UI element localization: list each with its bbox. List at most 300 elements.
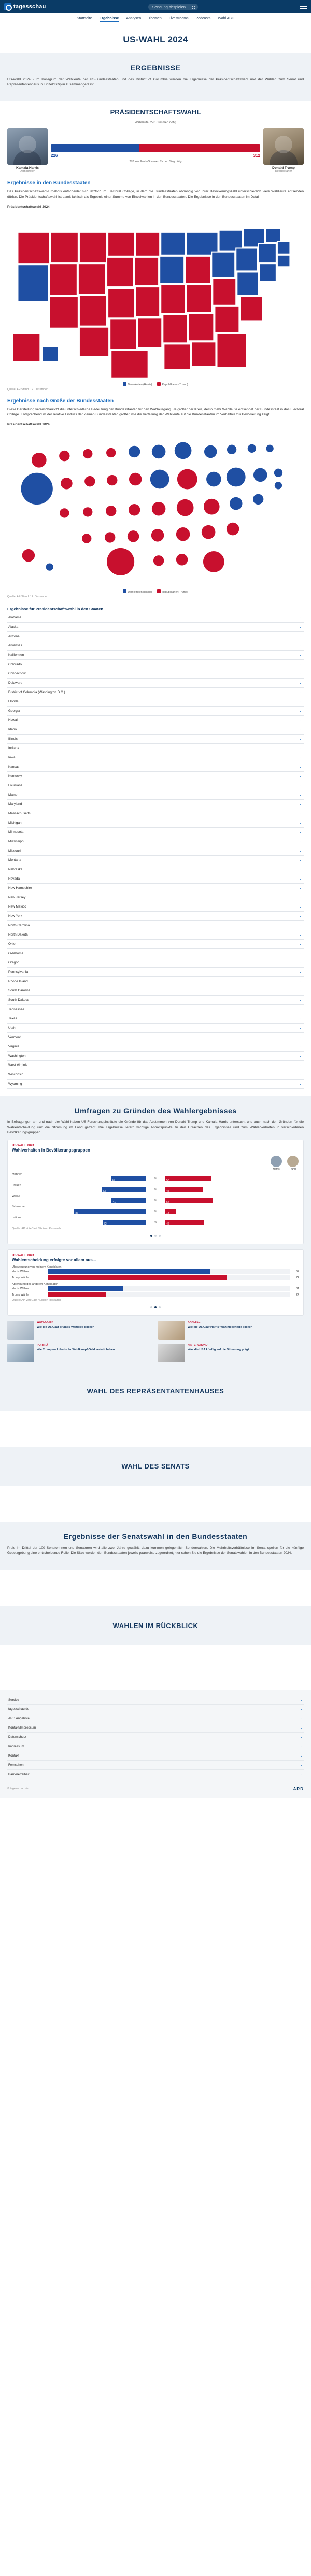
house-spacer (0, 1411, 311, 1447)
chevron-down-icon: ⌄ (299, 998, 302, 1002)
state-accordion-item[interactable] (7, 846, 304, 856)
chevron-down-icon: ⌄ (299, 653, 302, 657)
state-accordion-item[interactable] (7, 744, 304, 753)
state-name: Kansas (8, 765, 20, 769)
nav-item-startseite[interactable]: Startseite (77, 17, 92, 20)
senate-band (0, 1447, 311, 1486)
state-accordion-item[interactable] (7, 902, 304, 912)
state-accordion-item[interactable] (7, 1070, 304, 1080)
electoral-numbers (51, 153, 260, 158)
footer-link-label: Datenschutz (8, 1735, 26, 1739)
state-accordion-item[interactable] (7, 697, 304, 707)
chart-axis-label: % (154, 1220, 157, 1224)
footer-link-label: Kontakt (8, 1753, 19, 1758)
bubble-map-legend (7, 589, 304, 594)
chevron-down-icon: ⌄ (299, 812, 302, 815)
main-nav (0, 13, 311, 25)
state-name: Massachusetts (8, 811, 31, 815)
chart-bar-row (12, 1176, 299, 1181)
surveys-title: Umfragen zu Gründen des Wahlergebnisses (74, 1106, 237, 1115)
chevron-down-icon: ⌄ (299, 1082, 302, 1086)
chevron-down-icon: ⌄ (299, 970, 302, 974)
state-name: Arkansas (8, 643, 22, 647)
chevron-down-icon: ⌄ (299, 896, 302, 899)
chevron-down-icon: ⌄ (299, 700, 302, 703)
states-section-title: Ergebnisse in den Bundesstaaten (7, 180, 91, 186)
footer-bottom (0, 1782, 311, 1798)
chart-axis-label: % (154, 1199, 157, 1202)
chevron-down-icon: ⌄ (300, 1744, 303, 1748)
electoral-bar (51, 144, 260, 152)
chevron-down-icon: ⌄ (299, 914, 302, 918)
trump-bar: 57 (165, 1198, 213, 1203)
trump-bar: 13 (165, 1209, 176, 1214)
page-title: US-WAHL 2024 (123, 35, 188, 45)
chevron-down-icon: ⌄ (299, 746, 302, 750)
state-name: Utah (8, 1026, 16, 1030)
state-accordion-item[interactable] (7, 716, 304, 725)
presidential-subhead: Wahlleute: 270 Stimmen nötig (135, 121, 176, 125)
chevron-down-icon: ⌄ (300, 1763, 303, 1767)
chart-pagination[interactable] (12, 1232, 299, 1239)
map-caption: Quelle: AP/Stand: 12. Dezember (7, 387, 48, 391)
surveys-text: In Befragungen am und nach der Wahl haben US-Forschungsinstitute die Gründe für das Abstimmen von Donald Trump und Kamala Harris untersucht und auch nach den Gründen für die Wahlentscheidung und die Stimmung im Land gefragt. Die Ergebnisse liefern wichtige Anhaltspunkte zu den Ursachen des Ergebnisses und zum Wählerverhalten in verschiedenen Bevölkerungsgruppen. (7, 1120, 304, 1135)
state-name: Louisiana (8, 783, 23, 787)
nav-item-wahl-abc[interactable]: Wahl ABC (218, 17, 234, 20)
electoral-bar-area (51, 128, 260, 163)
candidate-party: Republikaner (275, 170, 292, 174)
chevron-down-icon: ⌄ (299, 793, 302, 797)
chart-bar-fill (48, 1275, 227, 1280)
chevron-down-icon: ⌄ (300, 1725, 303, 1730)
state-accordion-item[interactable] (7, 818, 304, 828)
chevron-down-icon: ⌄ (299, 1045, 302, 1048)
electoral-bar-rep (139, 144, 260, 152)
chart-bar-row (12, 1187, 299, 1192)
chart-bar-fill (48, 1286, 123, 1291)
harris-bar: 42 (111, 1176, 146, 1181)
footer-link[interactable] (7, 1751, 304, 1761)
footer-link[interactable] (7, 1742, 304, 1751)
chart-card-vote-reason (7, 1249, 304, 1316)
chevron-down-icon: ⌄ (299, 849, 302, 853)
chart-bar-value: 74 (296, 1276, 299, 1279)
state-name: Tennessee (8, 1007, 24, 1011)
chevron-down-icon: ⌄ (299, 989, 302, 992)
chevron-down-icon: ⌄ (299, 1063, 302, 1067)
state-accordion-item[interactable] (7, 874, 304, 884)
trump-avatar (287, 1156, 299, 1167)
state-name: Maine (8, 793, 18, 797)
nav-item-livestreams[interactable]: Livestreams (168, 17, 189, 20)
legend-dem: Demokraten (Harris) (123, 382, 152, 386)
trump-bar: 46 (165, 1220, 204, 1225)
state-name: Oklahoma (8, 951, 24, 955)
state-name: Kalifornien (8, 653, 24, 657)
state-accordion-item[interactable] (7, 1024, 304, 1033)
chart-bar-row (12, 1220, 299, 1225)
state-name: Texas (8, 1016, 17, 1020)
candidate-party: Demokraten (20, 170, 35, 174)
chevron-down-icon: ⌄ (300, 1772, 303, 1776)
harris-bar: 53 (102, 1187, 146, 1192)
state-name: New Mexico (8, 904, 26, 909)
footer-link[interactable] (7, 1770, 304, 1779)
chevron-down-icon: ⌄ (299, 961, 302, 965)
chevron-down-icon: ⌄ (299, 886, 302, 890)
state-accordion-item[interactable] (7, 865, 304, 874)
chevron-down-icon: ⌄ (299, 774, 302, 778)
state-accordion-item[interactable] (7, 1042, 304, 1052)
chevron-down-icon: ⌄ (299, 625, 302, 629)
candidate-row (7, 128, 304, 173)
state-name: Delaware (8, 681, 22, 685)
state-name: West Virginia (8, 1063, 28, 1067)
chevron-down-icon: ⌄ (299, 718, 302, 722)
state-name: North Carolina (8, 923, 30, 927)
candidate-harris (7, 128, 48, 173)
chart-bar-value: 24 (296, 1293, 299, 1297)
footer-link[interactable] (7, 1714, 304, 1723)
chart-group (12, 1195, 299, 1203)
bottom-spacer (0, 1645, 311, 1681)
state-accordion-item[interactable] (7, 1005, 304, 1014)
chevron-down-icon: ⌄ (300, 1753, 303, 1758)
top-bar (0, 0, 311, 13)
state-accordion-item[interactable] (7, 623, 304, 632)
state-name: Georgia (8, 709, 20, 713)
footer-link-label: Fernsehen (8, 1763, 24, 1767)
state-accordion-item[interactable] (7, 837, 304, 846)
chart-bar-row (12, 1275, 299, 1280)
state-accordion-item[interactable] (7, 940, 304, 949)
chart-group (12, 1205, 299, 1214)
chevron-down-icon: ⌄ (299, 784, 302, 787)
teaser-headline: Wie Trump und Harris ihr Wahlkampf-Geld verteilt haben (37, 1348, 115, 1351)
state-accordion-item[interactable] (7, 958, 304, 968)
presidential-section (0, 108, 311, 1088)
state-accordion (7, 613, 304, 1089)
state-accordion-item[interactable] (7, 930, 304, 940)
trump-bar: 55 (165, 1176, 211, 1181)
teaser-grid (7, 1321, 304, 1362)
search-input[interactable]: Sendung abspielen (148, 4, 198, 10)
state-name: Alaska (8, 625, 19, 629)
footer-link[interactable] (7, 1733, 304, 1742)
chart-bar-track (48, 1269, 290, 1274)
state-accordion-item[interactable] (7, 707, 304, 716)
electoral-bar-dem (51, 144, 139, 152)
state-name: Oregon (8, 960, 20, 965)
teaser-thumbnail (7, 1344, 34, 1362)
chevron-down-icon: ⌄ (299, 690, 302, 694)
chevron-down-icon: ⌄ (299, 830, 302, 834)
state-accordion-item[interactable] (7, 735, 304, 744)
chevron-down-icon: ⌄ (299, 681, 302, 685)
teaser-kicker: HINTERGRUND (188, 1344, 208, 1347)
state-accordion-item[interactable] (7, 884, 304, 893)
chevron-down-icon: ⌄ (299, 802, 302, 806)
legend-dem: Demokraten (Harris) (123, 589, 152, 594)
state-name: Missouri (8, 848, 21, 853)
chevron-down-icon: ⌄ (299, 663, 302, 666)
chart-bar-row (12, 1198, 299, 1203)
state-name: Colorado (8, 662, 22, 666)
state-accordion-item[interactable] (7, 809, 304, 818)
senate-spacer (0, 1486, 311, 1522)
chart-bar-label: Trump Wähler (12, 1276, 30, 1279)
state-accordion-item[interactable] (7, 613, 304, 623)
chart-bar-track (48, 1286, 290, 1291)
state-accordion-item[interactable] (7, 893, 304, 902)
state-accordion-item[interactable] (7, 1033, 304, 1042)
chart-axis-label: % (154, 1210, 157, 1213)
state-name: Pennsylvania (8, 970, 29, 974)
chart-source: Quelle: AP VoteCast / Edison Research (12, 1227, 61, 1231)
state-accordion-item[interactable] (7, 977, 304, 986)
harris-bar: 52 (103, 1220, 146, 1225)
chevron-down-icon: ⌄ (299, 616, 302, 620)
nav-item-analysen[interactable]: Analysen (126, 17, 142, 20)
footer-link[interactable] (7, 1695, 304, 1705)
candidate-trump (263, 128, 304, 173)
footer-link-label: Service (8, 1697, 19, 1702)
chevron-down-icon: ⌄ (300, 1735, 303, 1739)
review-heading: WAHLEN IM RÜCKBLICK (112, 1621, 199, 1630)
state-accordion-item[interactable] (7, 968, 304, 977)
brand-name: tagesschau (13, 4, 46, 10)
teaser-item[interactable] (158, 1344, 304, 1362)
results-intro: US-Wahl 2024 - Im Kollegium der Wahlleute der US-Bundesstaaten und des District of Columbia werden die Ergebnisse der Präsidentschaftswahl und der Wahlen zum Senat und Repräsentantenhaus in Einzeldisziplin zusammengefasst. (7, 78, 304, 87)
results-band (0, 53, 311, 101)
chart-group-label: Schwarze (12, 1205, 25, 1209)
teaser-kicker: PORTRÄT (37, 1344, 50, 1347)
trump-photo (263, 128, 304, 165)
presidential-heading: PRÄSIDENTSCHAFTSWAHL (110, 108, 201, 117)
chart-bar-value: 67 (296, 1270, 299, 1273)
chevron-down-icon: ⌄ (299, 980, 302, 983)
chevron-down-icon: ⌄ (299, 1073, 302, 1076)
legend-rep: Republikaner (Trump) (157, 382, 188, 386)
state-name: Wisconsin (8, 1072, 24, 1076)
state-name: Illinois (8, 737, 18, 741)
chart-title: Wahlverhalten in Bevölkerungsgruppen (12, 1148, 90, 1153)
candidate-name: Kamala Harris (16, 166, 39, 170)
state-accordion-item[interactable] (7, 800, 304, 809)
teaser-item[interactable] (158, 1321, 304, 1340)
teaser-text (37, 1321, 94, 1340)
house-heading: WAHL DES REPRÄSENTANTENHAUSES (87, 1387, 224, 1395)
chart-group-label: Latinos (12, 1216, 22, 1220)
state-accordion-item[interactable] (7, 772, 304, 781)
teaser-text (188, 1344, 249, 1362)
footer-link[interactable] (7, 1761, 304, 1770)
size-section-title: Ergebnisse nach Größe der Bundesstaaten (7, 398, 114, 404)
chevron-down-icon: ⌄ (299, 1017, 302, 1020)
teaser-thumbnail (158, 1344, 185, 1362)
chart-bar-row (12, 1286, 299, 1291)
state-name: North Dakota (8, 932, 28, 937)
senate-heading: WAHL DES SENATS (121, 1462, 190, 1471)
trump-electors: 312 (253, 153, 260, 159)
states-section-text: Das Präsidentschaftswahl-Ergebnis entscheidet sich letztlich im Electoral College, in dem die Bundesstaaten abhängig von ihrer Bevölkerungszahl unterschiedlich viele Wahlleute entsenden dürfen. Die Präsidentschaftswahl ist damit faktisch als Ergebnis einer Summe von Einzelwahlen in den Bundesstaaten. Die Ergebnisse in den Bundesstaaten im Detail. (7, 190, 304, 199)
chart-title: Wahlentscheidung erfolgte vor allem aus... (12, 1258, 96, 1263)
chevron-down-icon: ⌄ (299, 728, 302, 731)
legend-rep: Republikaner (Trump) (157, 589, 188, 594)
state-accordion-item[interactable] (7, 921, 304, 930)
chart-group-label: Weiße (12, 1195, 21, 1198)
chevron-down-icon: ⌄ (299, 868, 302, 871)
state-name: Vermont (8, 1035, 21, 1039)
footer-links (0, 1690, 311, 1782)
state-name: Ohio (8, 942, 16, 946)
search-area (46, 4, 300, 10)
nav-item-ergebnisse[interactable]: Ergebnisse (100, 17, 119, 22)
state-name: Mississippi (8, 839, 24, 843)
state-accordion-item[interactable] (7, 641, 304, 651)
chevron-down-icon: ⌄ (299, 905, 302, 909)
teaser-headline: Was die USA künftig auf die Stimmung prägt (188, 1348, 249, 1351)
chart-card-population-groups (7, 1140, 304, 1244)
teaser-text (37, 1344, 115, 1362)
us-electoral-bubble-map[interactable] (7, 428, 304, 587)
state-accordion-item[interactable] (7, 632, 304, 641)
chart-bar-row (12, 1209, 299, 1214)
chart-bar-row (12, 1292, 299, 1297)
chevron-down-icon: ⌄ (299, 952, 302, 955)
review-spacer (0, 1570, 311, 1606)
copyright: © tagesschau.de (7, 1787, 29, 1791)
state-list-title: Ergebnisse für Präsidentschaftswahl in den Staaten (7, 606, 104, 611)
state-accordion-item[interactable] (7, 1014, 304, 1024)
teaser-item[interactable] (7, 1344, 153, 1362)
state-accordion-item[interactable] (7, 790, 304, 800)
chart-group-label: Ablehnung des anderen Kandidaten (12, 1283, 59, 1286)
state-accordion-item[interactable] (7, 762, 304, 772)
state-accordion-item[interactable] (7, 949, 304, 958)
state-accordion-item[interactable] (7, 912, 304, 921)
state-accordion-item[interactable] (7, 660, 304, 669)
state-name: Kentucky (8, 774, 22, 778)
state-accordion-item[interactable] (7, 781, 304, 790)
senate-states-title: Ergebnisse der Senatswahl in den Bundesstaaten (63, 1532, 248, 1541)
trump-bar: 45 (165, 1187, 203, 1192)
chart-bar-row (12, 1269, 299, 1274)
chart-bar-track (48, 1292, 290, 1297)
chart-kicker: US-WAHL 2024 (12, 1144, 34, 1148)
chart-group (12, 1216, 299, 1225)
footer-link-label: Impressum (8, 1744, 24, 1748)
brand-logo[interactable] (4, 3, 46, 10)
chevron-down-icon: ⌄ (299, 924, 302, 927)
chart-group-label: Frauen (12, 1184, 21, 1187)
chevron-down-icon: ⌄ (299, 737, 302, 741)
chevron-down-icon: ⌄ (299, 877, 302, 881)
state-name: Montana (8, 858, 21, 862)
chart-group (12, 1184, 299, 1192)
chevron-down-icon: ⌄ (299, 672, 302, 675)
chart-pagination[interactable] (12, 1304, 299, 1310)
state-name: Rhode Island (8, 979, 28, 983)
hamburger-icon[interactable] (300, 5, 307, 9)
chevron-down-icon: ⌄ (299, 942, 302, 946)
state-name: Indiana (8, 746, 19, 750)
teaser-kicker: ANALYSE (188, 1321, 201, 1325)
chevron-down-icon: ⌄ (299, 858, 302, 862)
state-name: Hawaii (8, 718, 19, 722)
map-label: Präsidentschaftswahl 2024 (7, 205, 50, 209)
state-name: Nevada (8, 876, 20, 881)
chart-axis-label: % (154, 1177, 157, 1181)
state-accordion-item[interactable] (7, 1052, 304, 1061)
chevron-down-icon: ⌄ (299, 635, 302, 638)
chart-bar-label: Harris Wähler (12, 1270, 29, 1273)
house-band (0, 1372, 311, 1411)
state-accordion-item[interactable] (7, 669, 304, 679)
state-accordion-item[interactable] (7, 679, 304, 688)
state-name: Iowa (8, 755, 16, 759)
tagesschau-logo-icon (4, 3, 11, 10)
chevron-down-icon: ⌄ (299, 1054, 302, 1058)
teaser-item[interactable] (7, 1321, 153, 1340)
chevron-down-icon: ⌄ (299, 765, 302, 769)
review-band (0, 1606, 311, 1645)
state-name: Maryland (8, 802, 22, 806)
chart-bar-track (48, 1275, 290, 1280)
state-name: Alabama (8, 615, 22, 620)
nav-item-podcasts[interactable]: Podcasts (195, 17, 211, 20)
footer-link-label: tagesschau.de (8, 1707, 30, 1711)
state-name: South Dakota (8, 998, 29, 1002)
chart-group-label: Männer (12, 1173, 22, 1176)
chevron-down-icon: ⌄ (299, 709, 302, 713)
nav-item-themen[interactable]: Themen (148, 17, 162, 20)
state-accordion-item[interactable] (7, 828, 304, 837)
harris-bar: 86 (74, 1209, 146, 1214)
state-accordion-item[interactable] (7, 725, 304, 735)
footer-link-label: Kontakt/Impressum (8, 1725, 36, 1730)
teaser-headline: Wie die USA auf Harris' Wahlniederlage blicken (188, 1325, 253, 1329)
state-accordion-item[interactable] (7, 753, 304, 762)
chevron-down-icon: ⌄ (299, 1008, 302, 1011)
state-accordion-item[interactable] (7, 651, 304, 660)
state-name: New Hampshire (8, 886, 32, 890)
footer-link[interactable] (7, 1723, 304, 1733)
state-accordion-item[interactable] (7, 1061, 304, 1070)
footer-link[interactable] (7, 1705, 304, 1714)
state-accordion-item[interactable] (7, 1080, 304, 1089)
state-accordion-item[interactable] (7, 996, 304, 1005)
chevron-down-icon: ⌄ (299, 840, 302, 843)
state-name: Arizona (8, 634, 20, 638)
chart-source: Quelle: AP VoteCast / Edison Research (12, 1299, 61, 1302)
threshold-note: 270 Wahlleute-Stimmen für den Sieg nötig (129, 160, 182, 164)
chart-axis-label: % (154, 1188, 157, 1191)
chart-bar-label: Harris Wähler (12, 1287, 29, 1290)
chart-group (12, 1173, 299, 1181)
state-accordion-item[interactable] (7, 688, 304, 697)
state-name: Nebraska (8, 867, 23, 871)
state-accordion-item[interactable] (7, 856, 304, 865)
senate-states-band (0, 1522, 311, 1570)
footer-link-label: ARD Angebote (8, 1716, 30, 1720)
state-accordion-item[interactable] (7, 986, 304, 996)
state-name: New York (8, 914, 22, 918)
us-states-choropleth-map[interactable] (7, 211, 304, 380)
horizontal-bar-chart (12, 1265, 299, 1297)
harris-avatar (271, 1156, 282, 1167)
legend-trump: Trump (287, 1156, 299, 1171)
